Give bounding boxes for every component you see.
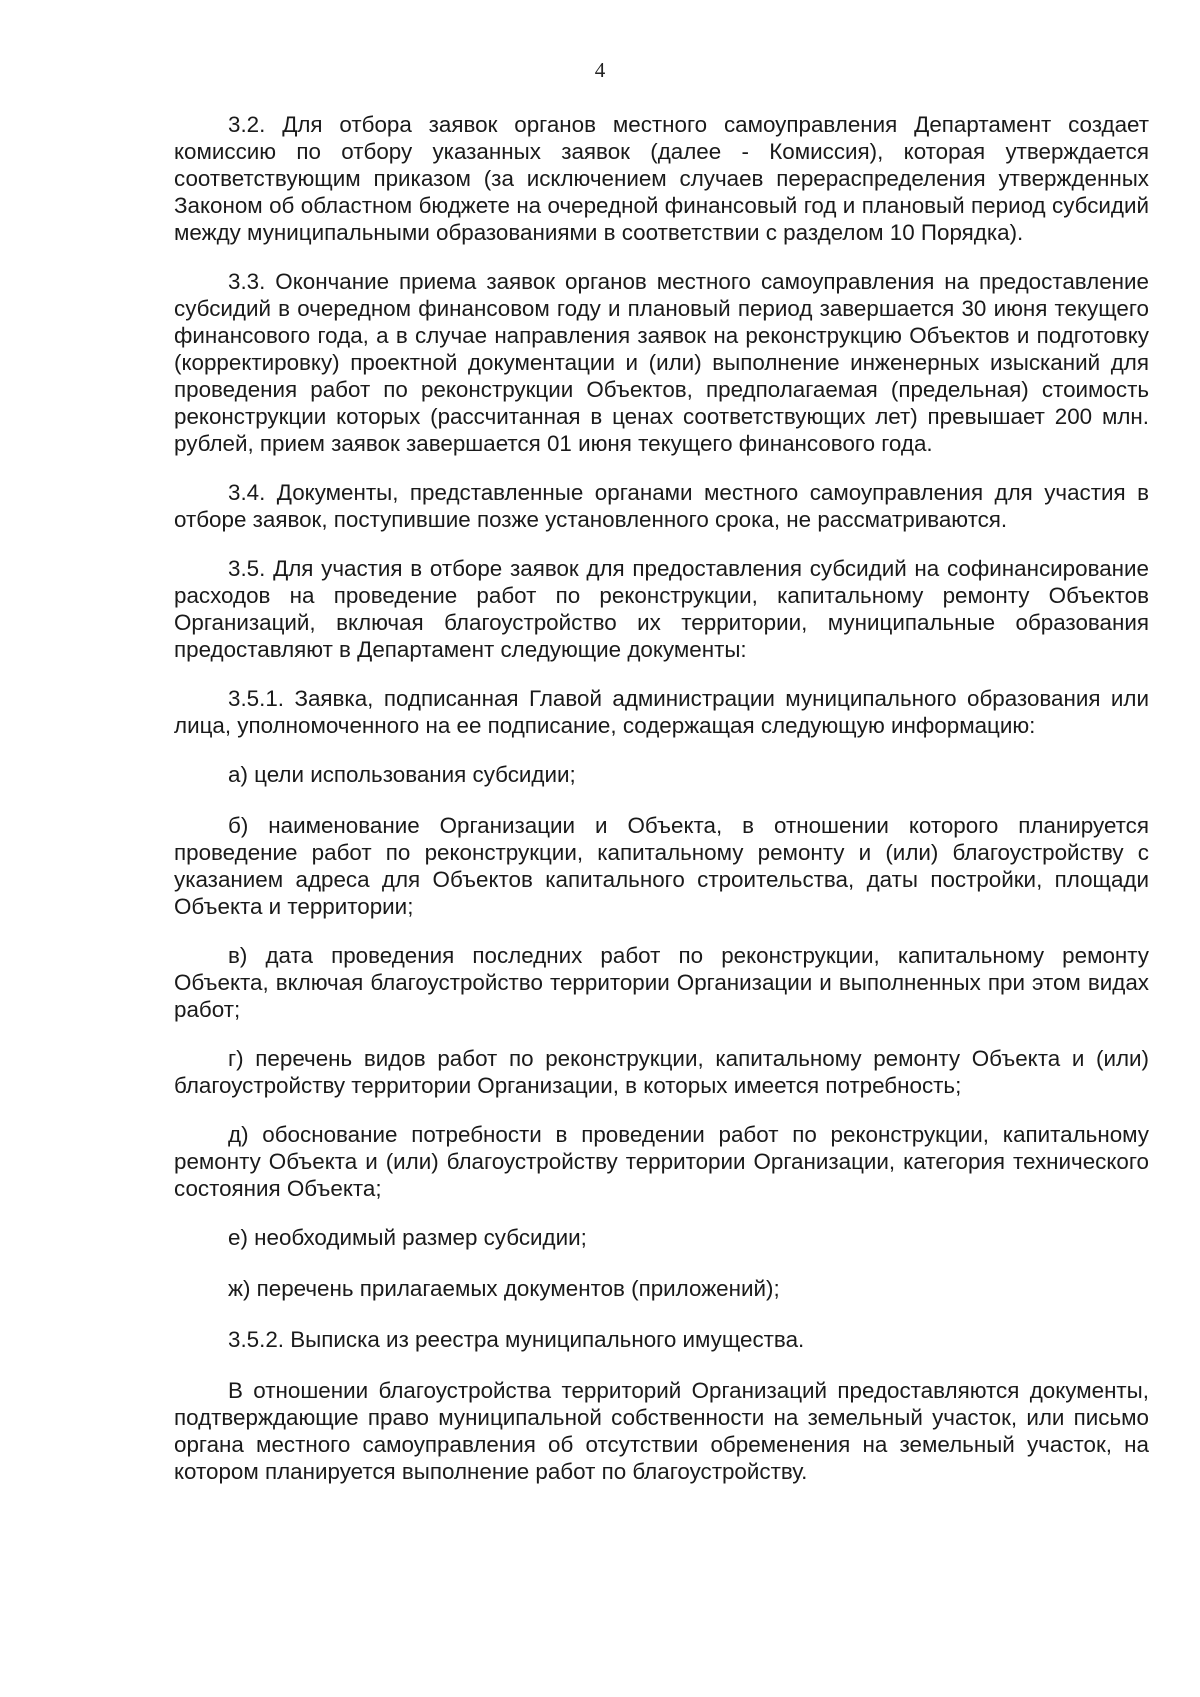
paragraph-3-2: 3.2. Для отбора заявок органов местного самоуправления Департамент создает комиссию по отбору указанных заявок (далее - Комиссия), которая утверждается соответствующим приказом (за исключением случаев перераспределения утвержденных Законом об областном бюджете на очередной финансовый год и плановый период субсидий между муниципальными образованиями в соответствии с разделом 10 Порядка). <box>174 112 1149 245</box>
document-body <box>174 111 1149 1507</box>
paragraph-land-plot: В отношении благоустройства территорий Организаций предоставляются документы, подтверждающие право муниципальной собственности на земельный участок, или письмо органа местного самоуправления об отсутствии обременения на земельный участок, на котором планируется выполнение работ по благоустройству. <box>174 1378 1149 1484</box>
page-number: 4 <box>594 58 606 82</box>
paragraph-3-5-2: 3.5.2. Выписка из реестра муниципального имущества. <box>228 1327 805 1352</box>
paragraph-3-5-1: 3.5.1. Заявка, подписанная Главой администрации муниципального образования или лица, уполномоченного на ее подписание, содержащая следующую информацию: <box>174 686 1149 738</box>
paragraph-3-5: 3.5. Для участия в отборе заявок для предоставления субсидий на софинансирование расходов на проведение работ по реконструкции, капитальному ремонту Объектов Организаций, включая благоустройство их территории, муниципальные образования предоставляют в Департамент следующие документы: <box>174 556 1149 662</box>
list-item-d: д) обоснование потребности в проведении работ по реконструкции, капитальному ремонту Объекта и (или) благоустройству территории Организации, категория технического состояния Объекта; <box>174 1122 1149 1201</box>
list-item-a: а) цели использования субсидии; <box>228 762 576 787</box>
list-item-e: е) необходимый размер субсидии; <box>228 1225 587 1250</box>
list-item-v: в) дата проведения последних работ по реконструкции, капитальному ремонту Объекта, включая благоустройство территории Организации и выполненных при этом видах работ; <box>174 943 1149 1022</box>
paragraph-3-3: 3.3. Окончание приема заявок органов местного самоуправления на предоставление субсидий в очередном финансовом году и плановый период завершается 30 июня текущего финансового года, а в случае направления заявок на реконструкцию Объектов и подготовку (корректировку) проектной документации и (или) выполнение инженерных изысканий для проведения работ по реконструкции Объектов, предполагаемая (предельная) стоимость реконструкции которых (рассчитанная в ценах соответствующих лет) превышает 200 млн. рублей, прием заявок завершается 01 июня текущего финансового года. <box>174 269 1149 456</box>
list-item-g: г) перечень видов работ по реконструкции, капитальному ремонту Объекта и (или) благоустройству территории Организации, в которых имеется потребность; <box>174 1046 1149 1098</box>
list-item-zh: ж) перечень прилагаемых документов (приложений); <box>228 1276 780 1301</box>
list-item-b: б) наименование Организации и Объекта, в отношении которого планируется проведение работ по реконструкции, капитальному ремонту и (или) благоустройству с указанием адреса для Объектов капитального строительства, даты постройки, площади Объекта и территории; <box>174 813 1149 919</box>
paragraph-3-4: 3.4. Документы, представленные органами местного самоуправления для участия в отборе заявок, поступившие позже установленного срока, не рассматриваются. <box>174 480 1149 532</box>
